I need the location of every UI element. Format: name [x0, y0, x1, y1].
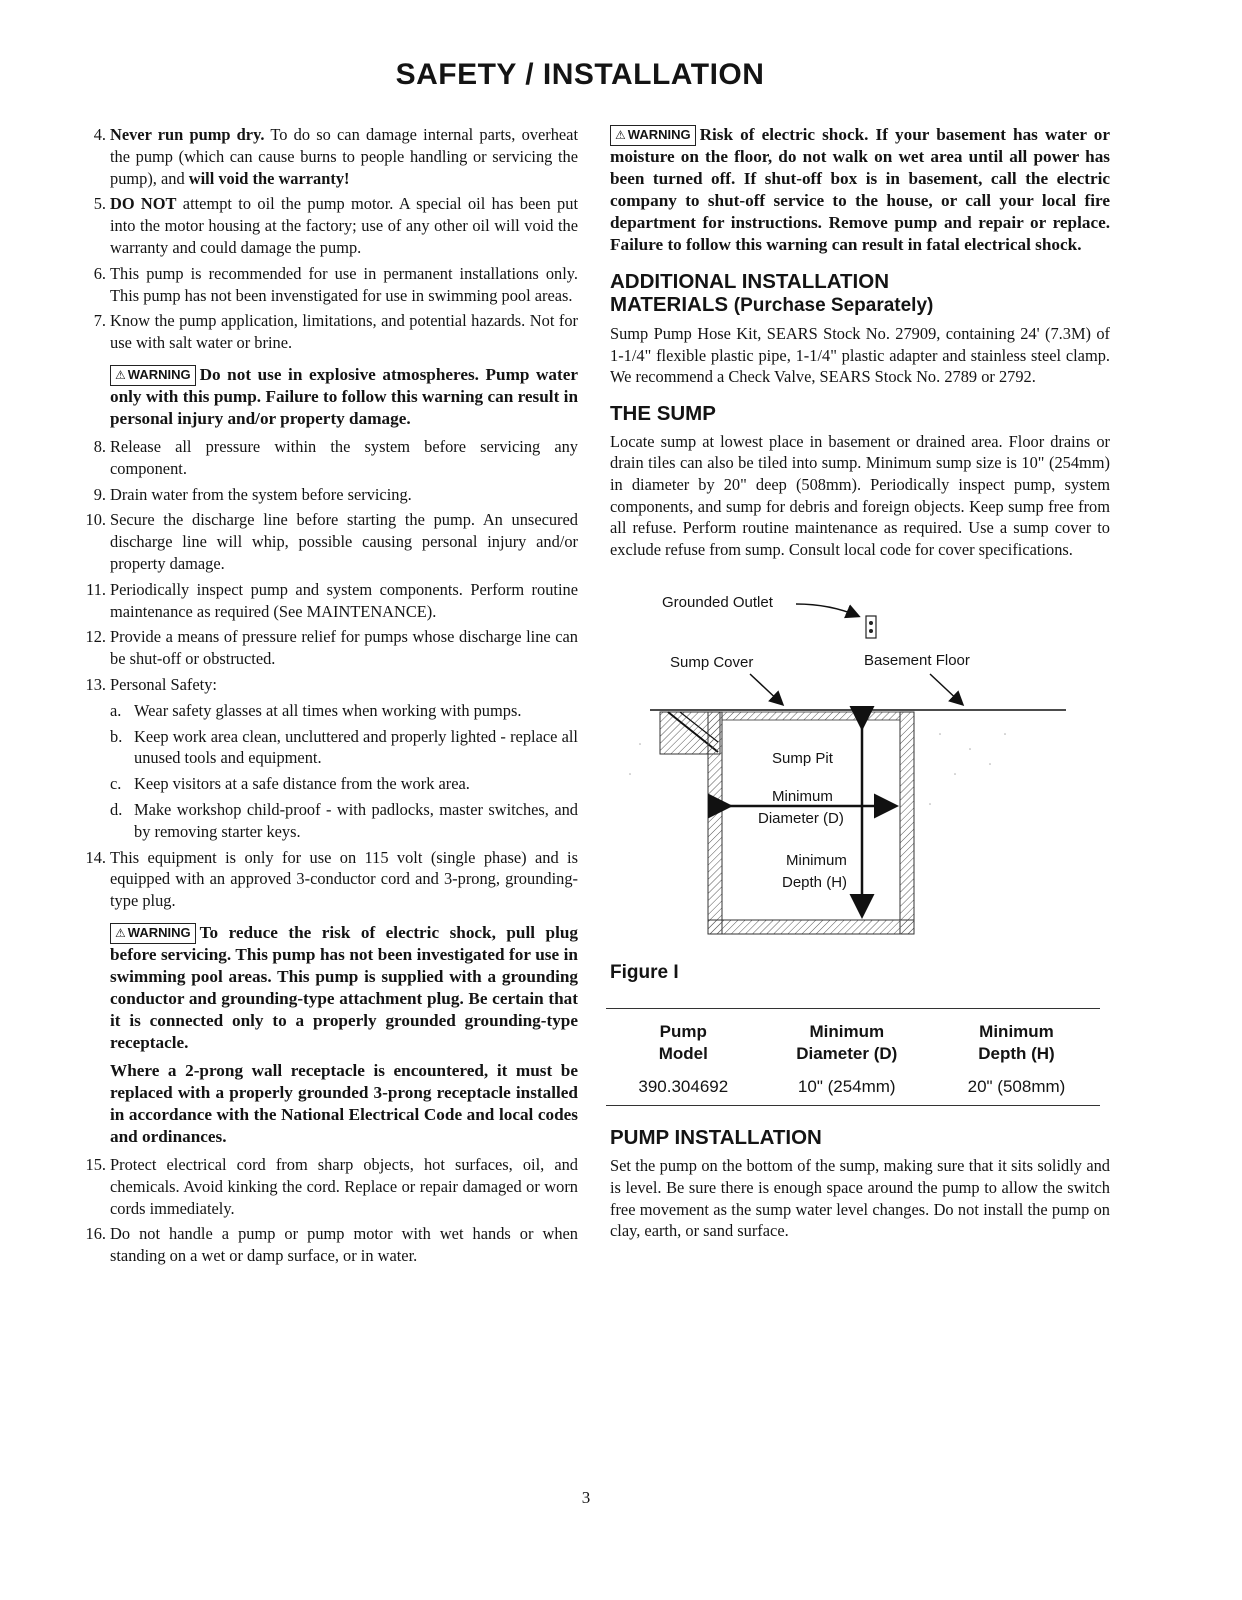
safety-item-7: 7. Know the pump application, limitations, and potential hazards. Not for use with salt water or brine. [93, 311, 578, 353]
safety-item-14: 14. This equipment is only for use on 115 volt (single phase) and is equipped with an approved 3-conductor cord and 3-prong, grounding-type plug. [85, 847, 578, 911]
figure-caption: Figure I [610, 962, 679, 984]
safety-item-11: 11. Periodically inspect pump and system components. Perform routine maintenance as required (See MAINTENANCE). [86, 579, 578, 621]
sump-diagram [610, 574, 1110, 954]
table-header-min-diameter: Minimum Diameter (D) [761, 1009, 933, 1072]
warning-triangle-icon: ⚠ [115, 925, 126, 940]
left-column [78, 124, 578, 1271]
safety-item-8: 8. Release all pressure within the system before servicing any component. [93, 436, 578, 478]
sump-cover-label: Sump Cover [670, 654, 754, 672]
warning-explosive: ⚠ WARNING Do not use in explosive atmospheres. Pump water only with this pump. Failure to follow this warning can result in personal injury and/or property damage. [110, 364, 578, 428]
grounded-outlet-label: Grounded Outlet [662, 594, 773, 612]
grounded-outlet-icon [866, 616, 876, 638]
sump-diagram-svg [610, 574, 1110, 954]
safety-subitem-b: b. Keep work area clean, uncluttered and properly lighted - replace all unused tools and equipment. [110, 726, 578, 768]
table-header-pump-model: Pump Model [606, 1009, 761, 1072]
install-heading: PUMP INSTALLATION [610, 1126, 822, 1150]
min-diameter-label-2: Diameter (D) [758, 810, 844, 828]
safety-item-10: 10. Secure the discharge line before starting the pump. An unsecured discharge line will whip, possible causing personal injury and/or property damage. [85, 510, 578, 573]
safety-item-4: 4. Never run pump dry. To do so can damage internal parts, overheat the pump (which can cause burns to people handling or servicing the pump), and will void the warranty! [93, 125, 578, 188]
materials-text: Sump Pump Hose Kit, SEARS Stock No. 27909, containing 24' (7.3M) of 1-1/4" flexible plastic pipe, 1-1/4" plastic adapter and stainless steel clamp. We recommend a Check Valve, SEARS Stock No. 2789 or 2792. [610, 324, 1110, 387]
warning-badge: ⚠ WARNING [610, 125, 696, 146]
safety-subitem-c: c. Keep visitors at a safe distance from the work area. [110, 774, 470, 794]
warning-triangle-icon: ⚠ [615, 128, 626, 142]
safety-item-16: 16. Do not handle a pump or pump motor with wet hands or when standing on a wet or damp surface, or in water. [85, 1224, 578, 1266]
page-number: 3 [581, 1488, 591, 1507]
sump-pit-label: Sump Pit [772, 750, 833, 768]
install-text: Set the pump on the bottom of the sump, making sure that it sits solidly and is level. Be sure there is enough space around the pump to allow the switch free movement as the sump water level changes. Do not install the pump on clay, earth, or sand surface. [610, 1156, 1110, 1241]
sump-text: Locate sump at lowest place in basement or drained area. Floor drains or drain tiles can also be tiled into sump. Minimum sump size is 10" (254mm) in diameter by 20" deep (508mm). Periodically inspect pump, system components, and sump for debris and foreign objects. Keep sump free from all refuse. Perform routine maintenance as required. Use a sump cover to exclude refuse from sump. Consult local code for cover specifications. [610, 431, 1110, 559]
safety-item-12: 12. Provide a means of pressure relief for pumps whose discharge line can be shut-off or obstructed. [85, 627, 578, 669]
warning-badge: ⚠ WARNING [110, 923, 196, 944]
sump-size-table [606, 1008, 1100, 1106]
safety-subitem-d: d. Make workshop child-proof - with padlocks, master switches, and by removing starter keys. [110, 799, 578, 841]
sump-heading: THE SUMP [610, 401, 716, 425]
page-title: SAFETY / INSTALLATION [395, 58, 765, 91]
warning-badge: ⚠ WARNING [110, 365, 196, 386]
warning-two-prong: Where a 2-prong wall receptacle is encountered, it must be replaced with a properly grounded 3-prong receptacle installed in accordance with the National Electrical Code and local codes and ordinances. [110, 1060, 578, 1146]
safety-item-9: 9. Drain water from the system before servicing. [93, 484, 412, 504]
warning-triangle-icon: ⚠ [115, 367, 126, 382]
min-depth-label-2: Depth (H) [782, 874, 848, 892]
table-cell-depth: 20" (508mm) [933, 1071, 1100, 1106]
min-depth-label-1: Minimum [786, 852, 847, 870]
materials-heading: ADDITIONAL INSTALLATION MATERIALS (Purchase Separately) [610, 270, 934, 316]
basement-floor-label: Basement Floor [864, 652, 970, 670]
warning-wet-basement: ⚠ WARNING Risk of electric shock. If your basement has water or moisture on the floor, do not walk on wet area until all power has been turned off. If shut-off box is in basement, call the electric company to shut-off service to the house, or call your local fire department for instructions. Remove pump and repair or replace. Failure to follow this warning can result in fatal electrical shock. [610, 125, 1110, 254]
safety-item-5: 5. DO NOT attempt to oil the pump motor. A special oil has been put into the motor housing at the factory; use of any other oil will void the warranty and could damage the pump. [93, 194, 579, 257]
table-cell-diameter: 10" (254mm) [761, 1071, 933, 1106]
safety-item-15: 15. Protect electrical cord from sharp objects, hot surfaces, oil, and chemicals. Avoid kinking the cord. Replace or repair damaged or worn cords immediately. [85, 1154, 578, 1218]
safety-item-13: 13. Personal Safety: [85, 674, 217, 694]
table-row [606, 1071, 1100, 1106]
warning-electric-shock: ⚠ WARNING To reduce the risk of electric shock, pull plug before servicing. This pump has not been investigated for use in swimming pool areas. This pump is supplied with a grounding conductor and grounding-type attachment plug. Be certain that it is connected only to a properly grounded grounding-type receptacle. [110, 922, 578, 1052]
table-header-min-depth: Minimum Depth (H) [933, 1009, 1100, 1072]
safety-subitem-a: a. Wear safety glasses at all times when working with pumps. [110, 700, 522, 720]
table-cell-model: 390.304692 [606, 1071, 761, 1106]
right-column [610, 124, 1110, 1248]
min-diameter-label-1: Minimum [772, 788, 833, 806]
safety-item-6: 6. This pump is recommended for use in permanent installations only. This pump has not been invenstigated for use in swimming pool areas. [93, 263, 578, 305]
